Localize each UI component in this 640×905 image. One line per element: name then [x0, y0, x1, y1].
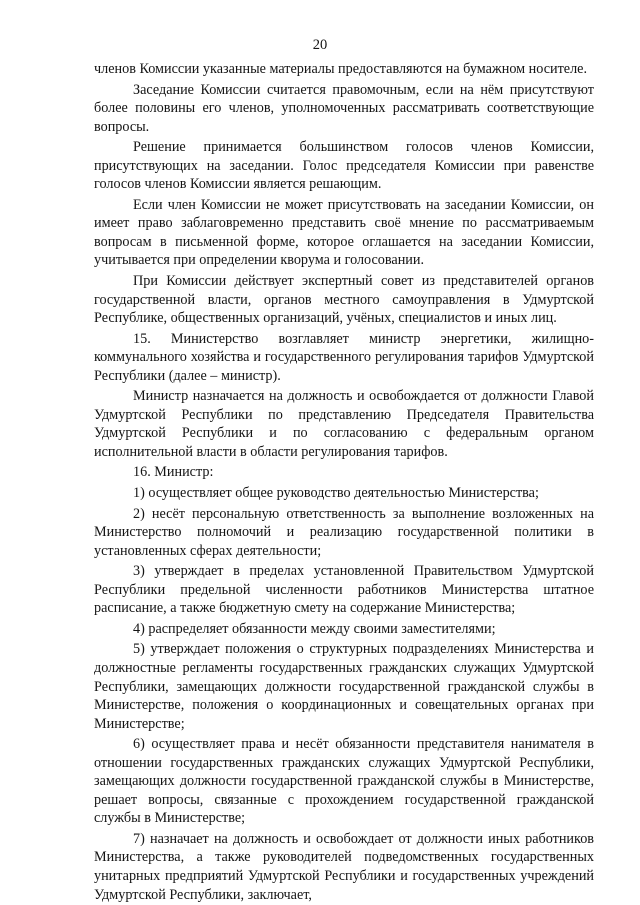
list-item-5: 5) утверждает положения о структурных подразделениях Министерства и должностные регламенты государственных гражданских служащих Удмуртской Республики, замещающих должности государственной гражданской службы в Министерстве, положения о координационных и совещательных органах при Министерстве;	[94, 641, 594, 732]
list-item-7: 7) назначает на должность и освобождает от должности иных работников Министерства, а также руководителей подведомственных государственных унитарных предприятий Удмуртской Республики и государственных учреждений Удмуртской Республики, заключает,	[94, 830, 594, 903]
paragraph-item-15: 15. Министерство возглавляет министр энергетики, жилищно-коммунального хозяйства и государственного регулирования тарифов Удмуртской Республики (далее – министр).	[94, 330, 594, 384]
paragraph-item-16: 16. Министр:	[133, 464, 214, 481]
list-item-2: 2) несёт персональную ответственность за выполнение возложенных на Министерство полномочий и реализацию государственной политики в установленных сферах деятельности;	[94, 505, 594, 559]
document-body	[94, 60, 594, 904]
paragraph-quorum: Заседание Комиссии считается правомочным, если на нём присутствуют более половины его членов, уполномоченных рассматривать соответствующие вопросы.	[94, 81, 594, 135]
list-item-1: 1) осуществляет общее руководство деятельностью Министерства;	[133, 485, 539, 502]
list-item-6: 6) осуществляет права и несёт обязанности представителя нанимателя в отношении государственных гражданских служащих Удмуртской Республики, замещающих должности государственной гражданской службы в Министерстве, решает вопросы, связанные с прохождением государственной гражданской службы в Министерстве;	[94, 736, 594, 827]
list-item-3: 3) утверждает в пределах установленной Правительством Удмуртской Республики предельной численности работников Министерства штатное расписание, а также бюджетную смету на содержание Министерства;	[94, 563, 594, 617]
list-item-4: 4) распределяет обязанности между своими заместителями;	[133, 620, 496, 637]
paragraph-continuation: членов Комиссии указанные материалы предоставляются на бумажном носителе.	[94, 61, 588, 77]
page-number: 20	[312, 37, 328, 53]
paragraph-expert-council: При Комиссии действует экспертный совет из представителей органов государственной власти, органов местного самоуправления в Удмуртской Республике, общественных организаций, учёных, специалистов и иных лиц.	[94, 273, 594, 327]
paragraph-decision: Решение принимается большинством голосов членов Комиссии, присутствующих на заседании. Голос председателя Комиссии при равенстве голосов членов Комиссии является решающим.	[94, 139, 594, 193]
paragraph-absent-member: Если член Комиссии не может присутствовать на заседании Комиссии, он имеет право заблаговременно представить своё мнение по рассматриваемым вопросам в письменной форме, которое оглашается на заседании Комиссии, учитывается при определении кворума и голосовании.	[94, 196, 594, 269]
paragraph-minister-appointment: Министр назначается на должность и освобождается от должности Главой Удмуртской Республики по представлению Председателя Правительства Удмуртской Республики и по согласованию с федеральным органом исполнительной власти в области регулирования тарифов.	[94, 388, 594, 460]
